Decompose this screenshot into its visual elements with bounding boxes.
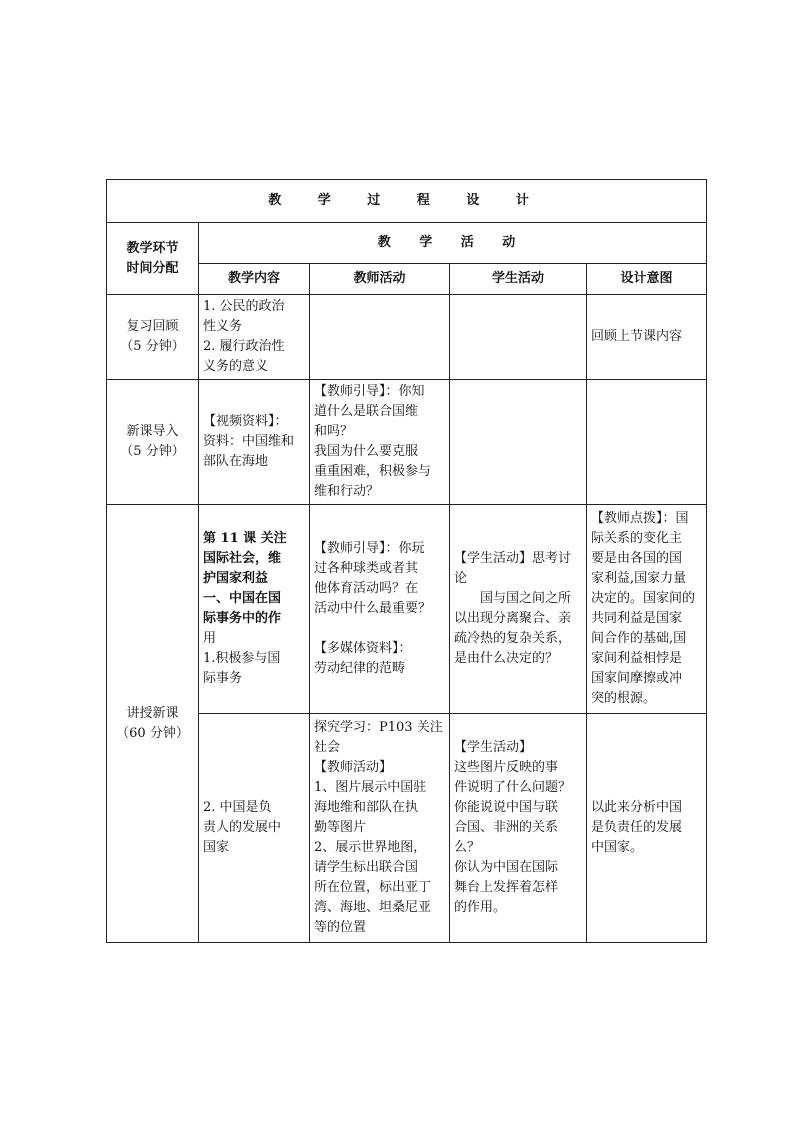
intent-cell (587, 714, 707, 943)
cell-line: 际事务 (203, 671, 243, 686)
cell-line: 1、图片展示中国驻 (314, 780, 427, 795)
cell-line: 国家 (203, 840, 230, 855)
cell-line: 和吗？ (314, 424, 354, 439)
cell-line (314, 619, 445, 639)
cell-line: 的作用。 (454, 900, 507, 915)
intent-cell (587, 295, 707, 380)
cell-line: 湾、海地、坦桑尼亚 (314, 900, 432, 915)
stage-cell (107, 505, 199, 943)
cell-line: 疏冷热的复杂关系， (454, 631, 572, 646)
cell-line: 勤等图片 (314, 820, 367, 835)
cell-line: 用 (203, 631, 217, 646)
cell-line: 突的根源。 (591, 691, 657, 706)
cell-line: 共同利益是国家 (591, 611, 683, 626)
content-cell (199, 295, 310, 380)
cell-line: 国家间摩擦或冲 (591, 671, 683, 686)
cell-line: 2、展示世界地图， (314, 840, 427, 855)
cell-line: 1. 公民的政治 (203, 299, 285, 314)
student-cell (450, 295, 587, 380)
cell-line: 家间利益相悖是 (591, 651, 683, 666)
cell-line: 合国、非洲的关系 (454, 820, 559, 835)
cell-line: 论 (454, 571, 468, 586)
cell-line: 性义务 (203, 319, 243, 334)
cell-line: 以出现分离聚合、亲 (454, 611, 572, 626)
stage-label: 复习回顾 (126, 319, 179, 334)
cell-line: 请学生标出联合国 (314, 860, 419, 875)
cell-line: 维和行动？ (314, 484, 380, 499)
cell-line: 家利益,国家力量 (591, 571, 687, 586)
cell-line: 劳动纪律的范畴 (314, 661, 406, 676)
cell-line: 海地维和部队在执 (314, 800, 419, 815)
table-row (107, 505, 707, 714)
content-cell (199, 380, 310, 505)
stage-label: 讲授新课 (126, 705, 179, 721)
content-cell (199, 714, 310, 943)
intent-cell (587, 505, 707, 714)
cell-line: 以此来分析中国 (591, 800, 683, 815)
cell-line: 【教师活动】 (314, 760, 393, 775)
stage-cell (107, 380, 199, 505)
cell-line: 是负责任的发展 (591, 820, 683, 835)
cell-line: 【教师引导】：你玩 (314, 541, 425, 556)
lesson-title-line: 国际社会，维 (203, 551, 282, 566)
stage-duration: （60 分钟） (116, 725, 189, 741)
cell-line: 【学生活动】 (454, 740, 533, 755)
cell-line: 么？ (454, 840, 481, 855)
cell-line: 义务的意义 (203, 359, 269, 374)
cell-line: 这些图片反映的事 (454, 760, 559, 775)
teacher-cell (310, 295, 450, 380)
cell-line: 探究学习：P103 关注 (314, 720, 443, 735)
cell-line: 【视频资料】： (203, 414, 288, 429)
stage-time-header (107, 223, 199, 295)
teacher-cell (310, 505, 450, 714)
cell-line: 舞台上发挥着怎样 (454, 880, 559, 895)
lesson-title-line: 护国家利益 (203, 571, 269, 586)
intent-cell (587, 380, 707, 505)
stage-duration: （5 分钟） (120, 339, 185, 354)
column-header-content: 教学内容 (199, 264, 310, 295)
activities-header: 教 学 活 动 (199, 223, 707, 264)
cell-line: 你认为中国在国际 (454, 860, 559, 875)
time-header-label: 时间分配 (126, 260, 179, 276)
cell-line: 是由什么决定的？ (454, 651, 559, 666)
stage-header-label: 教学环节 (126, 240, 179, 256)
cell-line: 【学生活动】思考讨 (454, 551, 572, 566)
cell-line: 回顾上节课内容 (591, 329, 683, 344)
cell-line: 2. 中国是负 (203, 800, 272, 815)
cell-line: 【教师引导】：你知 (314, 384, 425, 399)
cell-line: 际关系的变化主 (591, 531, 683, 546)
section-heading-line: 际事务中的作 (203, 611, 282, 626)
section-heading-line: 一、中国在国 (203, 591, 282, 606)
cell-line: 决定的。国家间的 (591, 591, 696, 606)
column-header-teacher: 教师活动 (310, 264, 450, 295)
student-cell (450, 505, 587, 714)
cell-line: 1.积极参与国 (203, 651, 281, 666)
cell-line: 中国家。 (591, 840, 644, 855)
column-header-student: 学生活动 (450, 264, 587, 295)
table-row (107, 380, 707, 505)
cell-line: 要是由各国的国 (591, 551, 683, 566)
cell-line: 责人的发展中 (203, 820, 282, 835)
teacher-cell (310, 380, 450, 505)
cell-line: 过各种球类或者其 (314, 561, 419, 576)
table-title: 教 学 过 程 设 计 (107, 180, 707, 223)
cell-line: 2. 履行政治性 (203, 339, 285, 354)
cell-line: 道什么是联合国维 (314, 404, 419, 419)
cell-line: 国与国之间之所 (480, 591, 572, 606)
cell-line: 间合作的基础,国 (591, 631, 687, 646)
cell-line: 重重困难，积极参与 (314, 464, 432, 479)
cell-line: 资料：中国维和 (203, 434, 295, 449)
stage-duration: （5 分钟） (120, 444, 185, 459)
teacher-cell (310, 714, 450, 943)
cell-line: 部队在海地 (203, 454, 269, 469)
cell-line: 社会 (314, 740, 341, 755)
student-cell (450, 380, 587, 505)
cell-line: 【教师点拨】：国 (591, 511, 689, 526)
lesson-title-line: 第 11 课 关注 (203, 531, 287, 546)
cell-line: 所在位置，标出亚丁 (314, 880, 432, 895)
cell-line: 件说明了什么问题？ (454, 780, 572, 795)
table-row (107, 295, 707, 380)
cell-line: 等的位置 (314, 920, 367, 935)
cell-line: 他体育活动吗？在 (314, 581, 419, 596)
column-header-intent: 设计意图 (587, 264, 707, 295)
cell-line: 【多媒体资料】： (314, 641, 412, 656)
student-cell (450, 714, 587, 943)
cell-line: 你能说说中国与联 (454, 800, 559, 815)
content-cell (199, 505, 310, 714)
teaching-process-table (106, 179, 707, 943)
stage-label: 新课导入 (126, 424, 179, 439)
stage-cell (107, 295, 199, 380)
cell-line: 我国为什么要克服 (314, 444, 419, 459)
cell-line: 活动中什么最重要？ (314, 601, 432, 616)
